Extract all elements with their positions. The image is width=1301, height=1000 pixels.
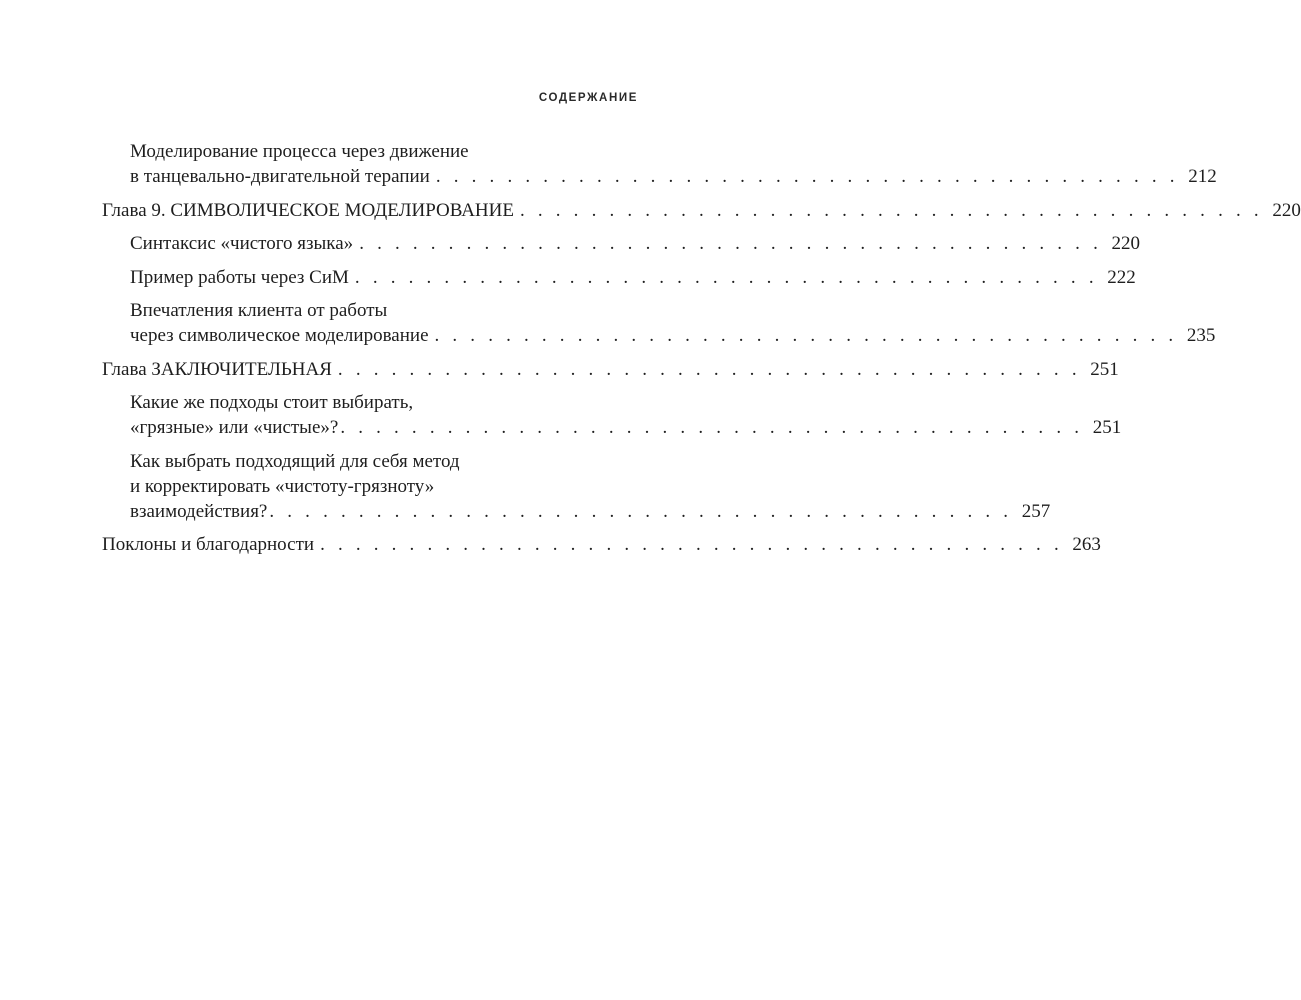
toc-entry-line: Поклоны и благодарности xyxy=(102,534,315,555)
toc-entry-line: Какие же подходы стоит выбирать, xyxy=(130,392,414,413)
dot-leader: . . . . . . . . . . . . . . . . . . . . . . . . . . . . . . . . . . . . . . . . . . xyxy=(320,534,1063,555)
toc-entry-line: Моделирование процесса через движение xyxy=(130,141,469,162)
toc-entry-line: Как выбрать подходящий для себя метод xyxy=(130,450,460,472)
toc-entry xyxy=(102,449,1051,524)
dot-leader: . . . . . . . . . . . . . . . . . . . . . . . . . . . . . . . . . . . . . . . . . . xyxy=(269,500,1013,522)
toc-entry xyxy=(102,265,1136,290)
dot-leader: . . . . . . . . . . . . . . . . . . . . . . . . . . . . . . . . . . . . . . . . . . xyxy=(337,358,1081,380)
dot-leader: . . . . . . . . . . . . . . . . . . . . . . . . . . . . . . . . . . . . . . . . . . xyxy=(434,325,1178,346)
toc-page-number: 220 xyxy=(1272,199,1301,221)
dot-leader: . . . . . . . . . . . . . . . . . . . . . . . . . . . . . . . . . . . . . . . . . . xyxy=(340,417,1084,438)
toc-entry-line: и корректировать «чистоту-грязноту» xyxy=(130,475,435,497)
toc-entry-line: через символическое моделирование xyxy=(130,325,429,346)
toc-entry-line: Глава 9. СИМВОЛИЧЕСКОЕ МОДЕЛИРОВАНИЕ xyxy=(102,199,514,221)
toc-entry xyxy=(102,532,1101,557)
toc-entry xyxy=(102,390,1122,440)
toc-page-number: 251 xyxy=(1090,358,1119,380)
toc-page-number: 235 xyxy=(1186,325,1216,346)
toc-page-number: 257 xyxy=(1021,500,1051,522)
toc-entry-line: «грязные» или «чистые»? xyxy=(130,417,339,438)
toc-page-number: 212 xyxy=(1188,166,1217,187)
toc-entry-line: Пример работы через СиМ xyxy=(130,266,349,288)
toc-page-number: 222 xyxy=(1107,266,1136,288)
toc-entry xyxy=(102,139,1217,189)
toc-page-number: 220 xyxy=(1111,233,1141,254)
dot-leader: . . . . . . . . . . . . . . . . . . . . . . . . . . . . . . . . . . . . . . . . . . xyxy=(519,199,1263,221)
dot-leader: . . . . . . . . . . . . . . . . . . . . . . . . . . . . . . . . . . . . . . . . . . xyxy=(435,166,1179,187)
toc-entry xyxy=(102,298,1216,348)
toc-entry-line: Синтаксис «чистого языка» xyxy=(130,233,354,254)
dot-leader: . . . . . . . . . . . . . . . . . . . . . . . . . . . . . . . . . . . . . . . . . . xyxy=(354,266,1098,288)
toc-entry-chapter xyxy=(102,357,1119,382)
toc-entry-line: в танцевально-двигательной терапии xyxy=(130,166,430,187)
toc-page-number: 263 xyxy=(1072,534,1101,555)
toc-entry-line: Впечатления клиента от работы xyxy=(130,300,388,321)
toc-entry xyxy=(102,231,1141,256)
table-of-contents xyxy=(102,139,1301,557)
toc-entry-chapter xyxy=(102,198,1301,223)
toc-entry-line: Глава ЗАКЛЮЧИТЕЛЬНАЯ xyxy=(102,358,332,380)
toc-entry-line: взаимодействия? xyxy=(130,500,268,522)
dot-leader: . . . . . . . . . . . . . . . . . . . . . . . . . . . . . . . . . . . . . . . . . . xyxy=(359,233,1103,254)
running-header: СОДЕРЖАНИЕ xyxy=(538,92,638,104)
toc-page-number: 251 xyxy=(1092,417,1122,438)
